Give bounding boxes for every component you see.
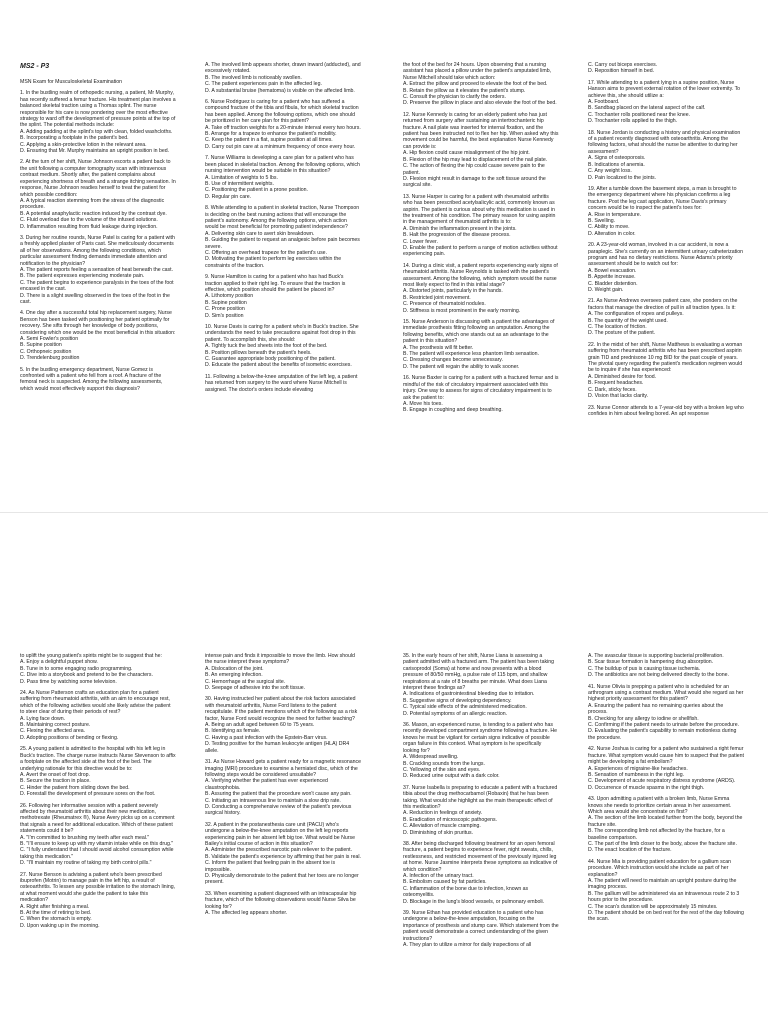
- answer-option: B. An emerging infection.: [205, 672, 263, 679]
- question-stem: 42. Nurse Joshua is caring for a patient who sustained a right femur fracture. What symptom would cause him to suspect that the patient might be developing a fat embolism?: [588, 746, 744, 766]
- answer-option: D. Reposition himself in bed.: [588, 68, 655, 75]
- answer-option: B. Position pillows beneath the patient's heels.: [205, 349, 312, 356]
- question-block: [403, 319, 559, 370]
- question-stem: 19. After a tumble down the basement steps, a man is brought to the emergency department where his physician confirms a leg fracture. Post the leg cast application, Nurse Davis's primary concern would be to inspect the patient's toes for:: [588, 185, 737, 212]
- answer-option: B. Engage in coughing and deep breathing.: [403, 407, 503, 414]
- answer-option: B. Supine position: [205, 299, 247, 306]
- answer-option: A. Experiences of migraine-like headaches.: [588, 765, 688, 772]
- answer-option: C. Prone position: [205, 306, 245, 313]
- question-stem: 5. In the bustling emergency department, Nurse Gomez is confronted with a patient who fell from a roof. A fracture of the femoral neck is suspected. Among the following assessments, which would most effectively support this diagnosis?: [20, 366, 163, 392]
- question-block: [205, 99, 361, 150]
- answer-option: D. Physically demonstrate to the patient that her toes are no longer present.: [205, 873, 359, 886]
- question-block: [403, 112, 559, 189]
- answer-option: C. Any weight loss.: [588, 168, 632, 175]
- answer-option: C. When the stomach is empty.: [20, 916, 92, 923]
- answer-option: B. Tune in to some engaging radio programming.: [20, 665, 133, 672]
- answer-option: C. Fluid overload due to the volume of the infused solutions.: [20, 217, 158, 224]
- answer-option: C. The patient begins to experience paralysis in the toes of the foot encased in the cast.: [20, 279, 174, 293]
- answer-option: A. Dislocation of the joint.: [205, 665, 264, 672]
- answer-option: A. Ensuring the patient has no remaining queries about the process.: [588, 702, 724, 716]
- answer-option: D. Conducting a comprehensive review of the patient's previous surgical history.: [205, 803, 352, 817]
- answer-option: C. Alleviation of muscle cramping.: [403, 823, 481, 830]
- question-stem: 18. Nurse Jordan is conducting a history and physical examination of a patient recently diagnosed with osteoarthritis. Among the following factors, what should the nurse be attentive to during her assessment?: [588, 129, 741, 155]
- answer-option: B. Indications of anemia.: [588, 161, 645, 168]
- answer-option: D. Occurrence of muscle spasms in the right thigh.: [588, 784, 705, 791]
- answer-option: B. Flexion of the hip may lead to displacement of the nail plate.: [403, 156, 548, 163]
- answer-option: A. The patient will need to maintain an upright posture during the imaging process.: [588, 878, 737, 891]
- question-stem: 7. Nurse Williams is developing a care plan for a patient who has been placed in skeletal traction. Among the following options, which nursing intervention would be suitable in this situation?: [205, 155, 360, 175]
- answer-option: A. The section of the limb located further from the body, beyond the fracture site.: [588, 815, 743, 828]
- answer-option: C. Inform the patient that feeling pain in the absent toe is impossible.: [205, 860, 336, 873]
- answer-option: C. The action of flexing the hip could cause severe pain to the patient.: [403, 163, 545, 176]
- answer-option: B. Crackling sounds from the lungs.: [403, 760, 485, 767]
- answer-option: A. The affected leg appears shorter.: [205, 910, 288, 917]
- question-stem: 25. A young patient is admitted to the hospital with his left leg in Buck's traction. The charge nurse instructs Nurse Stevenson to affix a footplate on the affected side at the foot of the bed. The underlying rationale for this directive would be to:: [20, 746, 176, 772]
- question-block: [205, 822, 361, 886]
- question-stem: 11. Following a below-the-knee amputation of the left leg, a patient has returned from surgery to the ward where Nurse Mitchell is assigned. The doctor's orders include elevating: [205, 373, 358, 393]
- answer-option: A. The prosthesis will fit better.: [403, 344, 474, 351]
- answer-option: D. The patient should be on bed rest for the rest of the day following the scan.: [588, 910, 744, 923]
- document-title: MS2 - P3: [20, 63, 50, 70]
- question-block: [20, 310, 176, 361]
- question-stem: 39. Nurse Ethan has provided education to a patient who has undergone a below-the-knee amputation, focusing on the importance of prosthesis and stump care. Which statement from the patient would demonstrate a correct understanding of the given instructions?: [403, 910, 559, 942]
- question-block: [588, 298, 744, 336]
- question-block: [20, 235, 176, 305]
- answer-option: A. The involved limb appears shorter, drawn inward (adducted), and excessively rotated.: [205, 62, 361, 75]
- question-stem: 12. Nurse Kennedy is caring for an elderly patient who has just returned from surgery after sustaining an intertrochanteric hip fracture. A nail plate was inserted for internal fixation, and the patient has been instructed not to flex her hip. When asked why this movement could be harmful, the best explanation Nurse Kennedy can provide is:: [403, 111, 559, 150]
- answer-option: A. Move his toes.: [403, 400, 443, 407]
- question-block: [20, 803, 176, 867]
- answer-option: B. The gallium will be administered via an intravenous route 2 to 3 hours prior to the procedure.: [588, 890, 740, 904]
- question-block: [403, 841, 559, 905]
- answer-option: D. Regular pin care.: [205, 193, 252, 200]
- answer-option: A. They plan to utilize a mirror for daily inspections of all: [403, 942, 532, 949]
- answer-option: C. Offering an overhead trapeze for the patient's use.: [205, 249, 328, 256]
- answer-option: B. Restricted joint movement.: [403, 294, 471, 301]
- answer-option: B. Swelling.: [588, 217, 616, 224]
- question-stem: 44. Nurse Mia is providing patient education for a gallium scan procedure. Which instruction would she include as part of her explanation?: [588, 858, 732, 878]
- answer-option: B. The patient expresses experiencing moderate pain.: [20, 273, 145, 280]
- answer-option: A. Enjoy a delightful puppet show.: [20, 659, 98, 666]
- answer-option: A. Diminished desire for food.: [588, 373, 657, 380]
- answer-option: A. A typical reaction stemming from the stress of the diagnostic procedure.: [20, 197, 165, 211]
- question-stem: 14. During a clinic visit, a patient reports experiencing early signs of rheumatoid arthritis. Nurse Reynolds is tasked with the patient's assessment. Among the following, which symptom would the nurse most likely expect to find in this initial stage?: [403, 262, 558, 288]
- question-stem: 33. When examining a patient diagnosed with an intracapsular hip fracture, which of the following observations would Nurse Silva be looking for?: [205, 890, 357, 910]
- answer-option: D. The exact location of the fracture.: [588, 847, 672, 854]
- question-block: [205, 324, 361, 369]
- question-block: [205, 696, 361, 754]
- answer-option: B. Guiding the patient to request an analgesic before pain becomes severe.: [205, 237, 360, 250]
- answer-option: B. Use of intermittent weights.: [205, 180, 274, 187]
- answer-option: A. Bowel evacuation.: [588, 267, 637, 274]
- question-block: [588, 796, 744, 854]
- question-block: [403, 785, 559, 836]
- answer-option: B. Retain the pillow as it elevates the patient's stump.: [403, 87, 526, 94]
- answer-option: D. Weight gain.: [588, 287, 624, 293]
- column-4: [588, 653, 744, 1024]
- answer-option: B. The corresponding limb not affected by the fracture, for a baseline comparison.: [588, 828, 725, 841]
- answer-option: C. Applying a skin-protective lotion in the relevant area.: [20, 141, 147, 148]
- answer-option: C. The patient experiences pain in the affected leg.: [205, 81, 322, 88]
- column-1: [20, 653, 176, 1024]
- answer-option: A. Hip flexion could cause misalignment of the hip joint.: [403, 150, 530, 157]
- answer-option: A. Distorted joints, particularly in the hands.: [403, 288, 503, 295]
- answer-option: B. Appetite increase.: [588, 274, 636, 281]
- answer-option: C. Keep the patient in a flat, supine position at all times.: [205, 137, 333, 144]
- question-block: [403, 375, 559, 413]
- answer-option: A. Avert the onset of foot drop.: [20, 771, 90, 778]
- answer-option: B. Validate the patient's experience by affirming that her pain is real.: [205, 853, 361, 860]
- question-stem: 6. Nurse Rodriguez is caring for a patient who has suffered a compound fracture of the tibia and fibula, for which skeletal traction has been applied. Among the following options, which one should be prioritized in her care plan for this patient?: [205, 99, 359, 125]
- answer-option: C. Dive into a storybook and pretend to be the characters.: [20, 672, 153, 679]
- answer-option: C. Carry out biceps exercises.: [588, 62, 658, 68]
- question-block: [403, 194, 559, 258]
- question-block: [403, 263, 559, 314]
- answer-option: D. Vision that lacks clarity.: [588, 393, 649, 400]
- question-block: [588, 186, 744, 237]
- question-block: [205, 759, 361, 817]
- question-stem: 30. Having instructed her patient about the risk factors associated with rheumatoid arthritis, Nurse Ford listens to the patient recapitulate. If the patient mentions which of the following as a risk factor, Nurse Ford would recognize the need for further teaching?: [205, 696, 358, 722]
- question-block: [588, 80, 744, 125]
- answer-option: D. "I'll maintain my routine of taking my birth control pills.": [20, 860, 152, 867]
- answer-option: A. "I'm committed to brushing my teeth after each meal.": [20, 834, 150, 841]
- answer-option: A. Diminish the inflammation present in the joints.: [403, 225, 517, 232]
- question-block: [403, 62, 559, 107]
- question-block: [588, 859, 744, 923]
- answer-option: C. Orthopneic position: [20, 348, 72, 355]
- answer-option: A. The patient reports feeling a sensation of heat beneath the cast.: [20, 266, 174, 273]
- answer-option: D. Blockage in the lung's blood vessels, or pulmonary emboli.: [403, 898, 545, 905]
- answer-option: C. Bladder distention.: [588, 280, 638, 287]
- answer-option: C. The scan's duration will be approximately 15 minutes.: [588, 903, 718, 910]
- answer-option: A. Extract the pillow and proceed to elevate the foot of the bed.: [403, 81, 548, 88]
- answer-option: D. Carry out pin care at a minimum frequency of once every hour.: [205, 143, 356, 150]
- question-stem: 10. Nurse Davis is caring for a patient who's in Buck's traction. She understands the need to take precautions against foot drop in this patient. To accomplish this, she should:: [205, 324, 359, 343]
- column-1: [20, 62, 176, 502]
- answer-option: D. Alteration in color.: [588, 230, 636, 237]
- question-block: [20, 690, 176, 741]
- question-block: [205, 374, 361, 393]
- answer-option: C. Dark, sticky feces.: [588, 386, 637, 393]
- answer-option: D. Potential symptoms of an allergic reaction.: [403, 710, 508, 717]
- question-stem: 24. As Nurse Patterson crafts an education plan for a patient suffering from rheumatoid arthritis, with an aim to encourage rest, which of the following activities would she likely advise the patient to steer clear of during their periods of rest?: [20, 690, 171, 716]
- answer-option: A. Rise in temperature.: [588, 211, 642, 218]
- question-stem: 37. Nurse Isabella is preparing to educate a patient with a fractured tibia about the drug methocarbamol (Robaxin) that he has been taking. What would she highlight as the main therapeutic effect of this medication?: [403, 784, 558, 810]
- answer-option: B. Halt the progression of the disease process.: [403, 232, 511, 239]
- column-3: [403, 62, 559, 502]
- question-block: [588, 242, 744, 293]
- answer-option: B. A potential anaphylactic reaction induced by the contrast dye.: [20, 210, 167, 217]
- column-3: [403, 653, 559, 1024]
- answer-option: B. Checking for any allergy to iodine or shellfish.: [588, 715, 699, 722]
- answer-option: C. Positioning the patient in a prone position.: [205, 187, 308, 194]
- question-stem: 15. Nurse Anderson is discussing with a patient the advantages of immediate prosthesis fitting following an amputation. Among the following benefits, which one stands out as an advantage to the patient in this situation?: [403, 319, 555, 345]
- answer-option: D. Motivating the patient to perform leg exercises within the constraints of the traction.: [205, 256, 342, 269]
- answer-option: C. Consult the physician to clarify the orders.: [403, 94, 506, 101]
- answer-option: D. Preserve the pillow in place and also elevate the foot of the bed.: [403, 100, 557, 107]
- question-stem: 3. During her routine rounds, Nurse Patel is caring for a patient with a freshly applied plaster of Paris cast. She meticulously documents all of her observations. Among the following conditions, which particular assessment finding demands immediate attention and notification to the physician?: [20, 234, 175, 267]
- answer-option: C. The part of the limb closer to the body, above the fracture site.: [588, 840, 737, 847]
- answer-option: A. Infection of the urinary tract.: [403, 873, 474, 879]
- column-4: [588, 62, 744, 502]
- question-block: [205, 274, 361, 319]
- answer-option: B. At the time of retiring to bed.: [20, 910, 92, 917]
- answer-option: D. Upon waking up in the morning.: [20, 922, 100, 929]
- question-stem: 17. While attending to a patient lying in a supine position, Nurse Hanson aims to prevent external rotation of the lower extremity. To achieve this, she should utilize a:: [588, 79, 741, 99]
- answer-option: C. Inflammation of the bone due to infection, known as osteomyelitis.: [403, 885, 529, 899]
- question-stem: 4. One day after a successful total hip replacement surgery, Nurse Benson has been tasked with positioning her patient optimally for recovery. She sifts through her knowledge of body positions, considering which one would be the most beneficial in this situation:: [20, 310, 176, 336]
- question-stem: 38. After being discharged following treatment for an open femoral fracture, a patient begins to experience fever, night sweats, chills, restlessness, and restricted movement of the previously injured leg at home. Nurse Jasmine interprets these symptoms as indicative of which condition?: [403, 840, 558, 873]
- answer-option: D. Sim's position: [205, 312, 244, 319]
- answer-option: C. "I fully understand that I should avoid alcohol consumption while taking this medication.": [20, 847, 174, 860]
- answer-option: B. Arrange for a trapeze to enhance the patient's mobility.: [205, 131, 337, 138]
- answer-option: D. The antibiotics are not being delivered directly to the bone.: [588, 672, 729, 679]
- answer-option: D. A substantial bruise (hematoma) is visible on the affected limb.: [205, 87, 355, 94]
- question-stem: 1. In the bustling realm of orthopedic nursing, a patient, Mr Murphy, has recently suffered a femur fracture. His treatment plan involves a balanced skeletal traction using a Thomas splint. The nurse responsible for his care is now pondering over the most effective strategy to ward off the development of pressure points at the top of the splint. The potential methods include:: [20, 90, 176, 129]
- answer-option: A. Verifying whether the patient has ever experienced claustrophobia.: [205, 778, 328, 791]
- answer-option: C. Dressing changes become unnecessary.: [403, 357, 503, 364]
- answer-option: B. Supine position: [20, 342, 62, 349]
- question-stem: 35. In the early hours of her shift, Nurse Liana is assessing a patient admitted with a fractured arm. The patient has been taking carisoprodol (Soma) at home and now presents with a blood pressure of 80/50 mmHg, a pulse rate of 115 bpm, and shallow respirations at a rate of 8 breaths per minute. What does Liana interpret these findings as?: [403, 653, 555, 692]
- answer-option: B. "I'll ensure to keep up with my vitamin intake while on this drug.": [20, 840, 174, 847]
- question-stem: 23. Nurse Connor attends to a 7-year-old boy with a broken leg who confides in him about feeling bored. An apt response: [588, 404, 744, 417]
- answer-option: A. Adding padding at the splint's top with clean, folded washcloths.: [20, 128, 173, 135]
- question-block: [20, 653, 176, 685]
- answer-option: D. Adopting positions of bending or flexing.: [20, 734, 119, 741]
- answer-option: C. The buildup of pus is causing tissue ischemia.: [588, 665, 701, 672]
- answer-option: B. Eradication of microscopic pathogens.: [403, 816, 498, 823]
- question-block: [20, 746, 176, 797]
- answer-option: C. Initiating an intravenous line to maintain a slow drip rate.: [205, 797, 341, 804]
- question-stem: intense pain and finds it impossible to move the limb. How should the nurse interpret these symptoms?: [205, 653, 355, 666]
- answer-option: C. Guarantee appropriate body positioning of the patient.: [205, 356, 336, 363]
- question-block: [205, 155, 361, 200]
- answer-option: D. The posture of the patient.: [588, 330, 656, 337]
- question-block: [588, 405, 744, 418]
- answer-option: A. Delivering skin care to avert skin breakdown.: [205, 230, 315, 237]
- question-block: [20, 872, 176, 930]
- question-stem: 27. Nurse Benson is advising a patient who's been prescribed ibuprofen (Motrin) to manage pain in the left hip, a result of osteoarthritis. To lessen any possible irritation to the stomach lining, at what moment would she guide the patient to take this medication?: [20, 871, 176, 904]
- question-stem: 8. While attending to a patient in skeletal traction, Nurse Thompson is deciding on the best nursing actions that will encourage the patient's autonomy. Among the following options, which action would be most beneficial for promoting patient independence?: [205, 205, 360, 231]
- question-stem: 2. At the turn of her shift, Nurse Johnson escorts a patient back to the unit following a computer tomography scan with intravenous contrast medium. Shortly after, the patient complains about experiencing shortness of breath and a strange itching sensation. In response, Nurse Johnson readies herself to treat the patient for which possible condition:: [20, 159, 176, 198]
- answer-option: B. Frequent headaches.: [588, 380, 644, 387]
- answer-option: A. Lithotomy position: [205, 293, 254, 300]
- answer-option: C. Typical side effects of the administered medication.: [403, 704, 527, 711]
- answer-option: A. Footboard.: [588, 99, 620, 106]
- answer-option: C. Lower fever.: [403, 238, 438, 245]
- answer-option: C. Presence of rheumatoid nodules.: [403, 301, 486, 308]
- answer-option: D. Flexion might result in damage to the soft tissue around the surgical site.: [403, 175, 546, 189]
- column-2: [205, 62, 361, 502]
- answer-option: B. The patient will experience less phantom limb sensation.: [403, 351, 540, 358]
- answer-option: A. Right after finishing a meal.: [20, 903, 90, 910]
- question-block: [205, 653, 361, 691]
- question-stem: to uplift the young patient's spirits might be to suggest that he:: [20, 653, 163, 659]
- question-block: [205, 205, 361, 269]
- answer-option: A. Tightly tuck the bed sheets into the foot of the bed.: [205, 343, 328, 350]
- answer-option: B. Assuring the patient that the procedure won't cause any pain.: [205, 791, 352, 798]
- answer-option: D. Ensuring that Mr. Murphy maintains an upright position in bed.: [20, 148, 170, 155]
- answer-option: C. Trochanter rolls positioned near the knee.: [588, 111, 691, 118]
- answer-option: D. Forestall the development of pressure sores on the foot.: [20, 791, 156, 798]
- answer-option: C. Ability to move.: [588, 224, 630, 231]
- question-stem: 32. A patient in the postanesthesia care unit (PACU) who's undergone a below-the-knee amputation on the left leg reports experiencing pain in her absent left big toe. What would be Nurse Bailey's initial course of action in this situation?: [205, 821, 355, 847]
- answer-option: B. The quantity of the weight used.: [588, 317, 668, 324]
- answer-option: B. The involved limb is noticeably swollen.: [205, 74, 302, 81]
- question-stem: 43. Upon admitting a patient with a broken limb, Nurse Emma knows she needs to prioritize certain areas in her assessment. Which area would she concentrate on first?: [588, 796, 732, 815]
- answer-option: D. Diminishing of skin pruritus.: [403, 829, 474, 836]
- question-stem: 13. Nurse Harper is caring for a patient with rheumatoid arthritis who has been prescribed acetylsalicylic acid, commonly known as aspirin. The patient is curious about why this medication is used in the treatment of his condition. The primary reason for using aspirin in the management of rheumatoid arthritis is to:: [403, 193, 556, 226]
- answer-option: C. Flexing the affected area.: [20, 728, 86, 735]
- answer-option: A. Being an adult aged between 60 to 75 years.: [205, 722, 315, 729]
- question-stem: 16. Nurse Baxter is caring for a patient with a fractured femur and is mindful of the risk of circulatory impairment associated with this injury. One way to assess for signs of circulatory impairment is to ask the patient to:: [403, 375, 559, 401]
- answer-option: B. Scar tissue formation is hampering drug absorption.: [588, 659, 714, 666]
- answer-option: A. Administer the prescribed narcotic pain reliever to the patient.: [205, 847, 353, 854]
- question-block: [205, 62, 361, 94]
- answer-option: A. Reduction in feelings of anxiety.: [403, 810, 483, 817]
- answer-option: C. Yellowing of the skin and eyes.: [403, 766, 481, 773]
- answer-option: D. Evaluating the patient's capability to remain motionless during the procedure.: [588, 728, 737, 741]
- answer-option: D. Trendelenburg position: [20, 355, 80, 362]
- document-subtitle: MSN Exam for Musculoskeletal Examination: [20, 79, 123, 85]
- question-stem: 36. Mason, an experienced nurse, is tending to a patient who has recently developed compartment syndrome following a fracture. He knows he must be vigilant for certain signs indicative of possible organ failure in this context. What symptom is he specifically looking for?: [403, 722, 557, 754]
- question-block: [403, 653, 559, 717]
- answer-option: D. There is a slight swelling observed in the toes of the foot in the cast.: [20, 292, 170, 305]
- answer-option: B. Suggestive signs of developing dependency.: [403, 697, 512, 704]
- answer-option: D. Educate the patient about the benefits of isometric exercises.: [205, 362, 352, 369]
- answer-option: D. Pass time by watching some television.: [20, 678, 117, 685]
- answer-option: C. Hemorrhage at the surgical site.: [205, 678, 286, 685]
- answer-option: A. Semi Fowler's position: [20, 336, 79, 343]
- column-2: [205, 653, 361, 1024]
- answer-option: B. Identifying as female.: [205, 728, 261, 735]
- answer-option: A. Indications of gastrointestinal bleeding due to irritation.: [403, 691, 535, 698]
- answer-option: C. Development of acute respiratory distress syndrome (ARDS).: [588, 778, 736, 785]
- question-stem: 20. A 23-year-old woman, involved in a car accident, is now a paraplegic. She's currently on an intermittent urinary catheterization program and has no dietary restrictions. Nurse Adams's priority assessment should be to watch out for:: [588, 242, 743, 268]
- answer-option: B. Secure the traction in place.: [20, 778, 91, 785]
- question-block: [403, 722, 559, 780]
- question-stem: 31. As Nurse Howard gets a patient ready for a magnetic resonance imaging (MRI) procedure to examine a herniated disc, which of the following steps would be considered unsuitable?: [205, 759, 361, 778]
- answer-option: C. Confirming if the patient needs to urinate before the procedure.: [588, 722, 740, 729]
- question-block: [588, 62, 744, 75]
- answer-option: B. Embolism caused by fat particles.: [403, 879, 487, 886]
- answer-option: D. Reduced urine output with a dark color.: [403, 773, 500, 780]
- answer-option: D. Trochanter rolls applied to the thigh.: [588, 118, 678, 125]
- answer-option: D. Inflammation resulting from fluid leakage during injection.: [20, 223, 158, 230]
- question-stem: 22. In the midst of her shift, Nurse Matthews is evaluating a woman suffering from rheumatoid arthritis who has been prescribed aspirin grain TID and prednisone 10 mg BID for the past couple of years. The pivotal query regarding the patient's medication regimen would be to inquire if she has experienced:: [588, 341, 743, 374]
- question-block: [588, 130, 744, 181]
- answer-option: A. The configuration of ropes and pulleys.: [588, 311, 684, 318]
- question-block: [20, 90, 176, 154]
- question-block: [588, 746, 744, 791]
- answer-option: B. Incorporating a footplate in the patient's bed.: [20, 135, 129, 142]
- question-block: [403, 910, 559, 948]
- question-block: [20, 159, 176, 229]
- answer-option: B. Sandbag placed on the lateral aspect of the calf.: [588, 105, 706, 112]
- answer-option: C. The location of friction.: [588, 324, 647, 331]
- answer-option: B. Sensation of numbness in the right leg.: [588, 771, 685, 778]
- question-block: [205, 891, 361, 917]
- answer-option: C. Hinder the patient from sliding down the bed.: [20, 784, 130, 791]
- answer-option: A. Widespread swelling.: [403, 754, 459, 761]
- answer-option: D. The patient will regain the ability to walk sooner.: [403, 363, 520, 370]
- answer-option: A. Lying face down.: [20, 715, 66, 722]
- question-stem: 21. As Nurse Andrews oversees patient care, she ponders on the factors that manage the direction of pull in all traction types. Is it:: [588, 298, 738, 311]
- answer-option: D. Enable the patient to perform a range of motion activities without experiencing pain.: [403, 244, 558, 258]
- answer-option: D. Testing positive for the human leukocyte antigen (HLA) DR4 allele.: [205, 741, 350, 754]
- question-stem: the foot of the bed for 24 hours. Upon observing that a nursing assistant has placed a pillow under the patient's amputated limb, Nurse Mitchell should take which action:: [403, 62, 552, 81]
- question-block: [588, 342, 744, 400]
- answer-option: A. Signs of osteoporosis.: [588, 155, 646, 162]
- answer-option: A. Take off traction weights for a 20-minute interval every two hours.: [205, 124, 361, 131]
- answer-option: D. Pain localized to the joints.: [588, 174, 657, 181]
- answer-option: D. Seepage of adhesive into the soft tissue.: [205, 685, 306, 692]
- answer-option: A. Limitation of weights to 5 lbs.: [205, 174, 278, 181]
- answer-option: A. The avascular tissue is supporting bacterial proliferation.: [588, 653, 724, 659]
- question-stem: 41. Nurse Olivia is prepping a patient who is scheduled for an arthrogram using a contrast medium. What would she regard as her highest priority assessment for this patient?: [588, 683, 744, 703]
- answer-option: D. Stiffness is most prominent in the early morning.: [403, 307, 521, 314]
- question-stem: 9. Nurse Hamilton is caring for a patient who has had Buck's traction applied to their right leg. To ensure that the traction is effective, which position should the patient be placed in?: [205, 274, 346, 293]
- question-block: [20, 367, 176, 393]
- answer-option: C. Having a past infection with the Epstein-Barr virus.: [205, 734, 328, 741]
- question-block: [588, 684, 744, 742]
- question-block: [588, 653, 744, 679]
- answer-option: B. Maintaining correct posture.: [20, 722, 91, 729]
- question-stem: 26. Following her informative session with a patient severely affected by rheumatoid arthritis about their new medication, methotrexate (Rheumatrex ®), Nurse Avery picks up on a comment that signals a need for additional education. Which of these patient statements could it be?: [20, 802, 175, 835]
- document-page-2: [0, 512, 768, 1024]
